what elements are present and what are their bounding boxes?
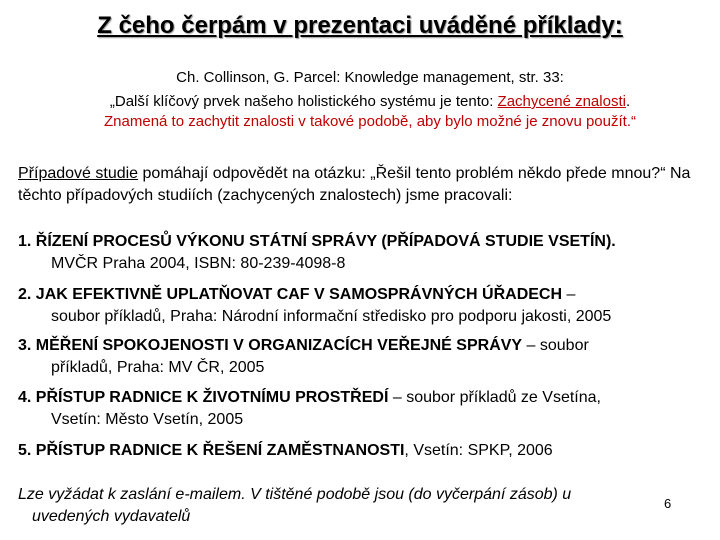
quote-line-2: Znamená to zachytit znalosti v takové podobě, aby bylo možné je znovu použít.“ [104,113,636,130]
intro-paragraph [18,163,708,207]
quote-start: „Další klíčový prvek našeho holistického systému je tento: [109,93,498,110]
item-title: 3. MĚŘENÍ SPOKOJENOSTI V ORGANIZACÍCH VEŘEJNÉ SPRÁVY [18,337,523,354]
item-rest: soubor příkladů, Praha: Národní informační středisko pro podporu jakosti, 2005 [51,308,612,325]
quote-end: . [625,93,631,110]
item-rest: MVČR Praha 2004, ISBN: 80-239-4098-8 [51,255,346,272]
note-line-2: uvedených vydavatelů [32,508,191,525]
list-item [18,284,708,328]
item-title: 5. PŘÍSTUP RADNICE K ŘEŠENÍ ZAMĚSTNANOSTI [18,442,405,459]
note-line-1: Lze vyžádat k zaslání e-mailem. V tištěné podobě jsou (do vyčerpání zásob) u [18,486,572,503]
intro-text: pomáhají odpovědět na otázku: „Řešil tento problém někdo přede mnou?“ Na těchto případových studiích (zachycených znalostech) jsme pracovali: [18,165,691,204]
source-citation: Ch. Collinson, G. Parcel: Knowledge management, str. 33: [176,69,564,86]
availability-note [18,484,658,528]
item-tail: – [562,286,576,303]
item-rest: příkladů, Praha: MV ČR, 2005 [51,359,265,376]
list-item [18,387,708,431]
intro-term: Případové studie [18,165,139,182]
list-item [18,440,708,462]
item-tail: – soubor příkladů ze Vsetína, [388,389,601,406]
quote-highlight: Zachycené znalosti [497,93,626,110]
page-number: 6 [664,496,672,511]
quote-line-1 [30,92,710,112]
item-title: 4. PŘÍSTUP RADNICE K ŽIVOTNÍMU PROSTŘEDÍ [18,389,389,406]
item-title: 2. JAK EFEKTIVNĚ UPLATŇOVAT CAF V SAMOSPRÁVNÝCH ÚŘADECH [18,286,563,303]
list-item [18,231,708,275]
slide-title: Z čeho čerpám v prezentaci uváděné příklady: [97,12,623,39]
item-tail: – soubor [522,337,589,354]
item-title: 1. ŘÍZENÍ PROCESŮ VÝKONU STÁTNÍ SPRÁVY (PŘÍPADOVÁ STUDIE VSETÍN). [18,233,616,250]
source-quote [30,92,710,132]
list-item [18,335,708,379]
item-rest: Vsetín: Město Vsetín, 2005 [51,411,244,428]
item-tail: , Vsetín: SPKP, 2006 [404,442,553,459]
